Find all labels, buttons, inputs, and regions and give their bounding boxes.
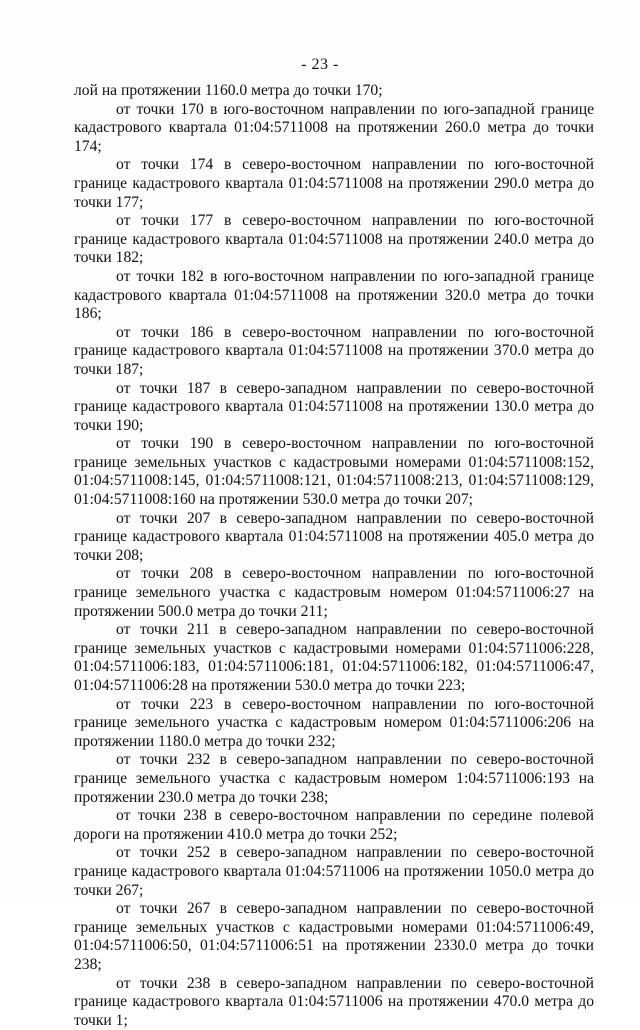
paragraph: от точки 211 в северо-западном направлении по северо-восточной границе земельных участков с кадастровыми номерами 01:04:5711006:228, 01:04:5711006:183, 01:04:5711006:181, 01:04:5711006:182, 01:04:5711006:47, 01:04:5711006:28 на протяжении 530.0 метра до точки 223; [74,621,594,695]
paragraph: от точки 174 в северо-восточном направлении по юго-восточной границе кадастрового квартала 01:04:5711008 на протяжении 290.0 метра до точки 177; [74,156,594,212]
paragraph: от точки 190 в северо-восточном направлении по юго-восточной границе земельных участков с кадастровыми номерами 01:04:5711008:152, 01:04:5711008:145, 01:04:5711008:121, 01:04:5711008:213, 01:04:5711008:129, 01:04:5711008:160 на протяжении 530.0 метра до точки 207; [74,435,594,509]
paragraph: от точки 186 в северо-восточном направлении по юго-восточной границе кадастрового квартала 01:04:5711008 на протяжении 370.0 метра до точки 187; [74,324,594,380]
paragraph: от точки 208 в северо-восточном направлении по юго-восточной границе земельного участка с кадастровым номером 01:04:5711006:27 на протяжении 500.0 метра до точки 211; [74,565,594,621]
page-number: - 23 - [0,56,640,74]
paragraph: лой на протяжении 1160.0 метра до точки 170; [74,82,594,101]
paragraph: от точки 232 в северо-западном направлении по северо-восточной границе земельного участка с кадастровым номером 1:04:5711006:193 на протяжении 230.0 метра до точки 238; [74,751,594,807]
paragraph: от точки 170 в юго-восточном направлении по юго-западной границе кадастрового квартала 01:04:5711008 на протяжении 260.0 метра до точки 174; [74,101,594,157]
paragraph: от точки 238 в северо-западном направлении по северо-восточной границе кадастрового квартала 01:04:5711006 на протяжении 470.0 метра до точки 1; [74,975,594,1030]
paragraph: от точки 238 в северо-восточном направлении по середине полевой дороги на протяжении 410.0 метра до точки 252; [74,807,594,844]
paragraph: от точки 182 в юго-восточном направлении по юго-западной границе кадастрового квартала 01:04:5711008 на протяжении 320.0 метра до точки 186; [74,268,594,324]
paragraph: от точки 267 в северо-западном направлении по северо-восточной границе земельных участков с кадастровыми номерами 01:04:5711006:49, 01:04:5711006:50, 01:04:5711006:51 на протяжении 2330.0 метра до точки 238; [74,900,594,974]
paragraph: от точки 187 в северо-западном направлении по северо-восточной границе кадастрового квартала 01:04:5711008 на протяжении 130.0 метра до точки 190; [74,380,594,436]
body-text [74,82,594,1030]
paragraph: от точки 207 в северо-западном направлении по северо-восточной границе кадастрового квартала 01:04:5711008 на протяжении 405.0 метра до точки 208; [74,510,594,566]
paragraph: от точки 177 в северо-восточном направлении по юго-восточной границе кадастрового квартала 01:04:5711008 на протяжении 240.0 метра до точки 182; [74,212,594,268]
paragraph: от точки 252 в северо-западном направлении по северо-восточной границе кадастрового квартала 01:04:5711006 на протяжении 1050.0 метра до точки 267; [74,844,594,900]
paragraph: от точки 223 в северо-восточном направлении по юго-восточной границе земельного участка с кадастровым номером 01:04:5711006:206 на протяжении 1180.0 метра до точки 232; [74,696,594,752]
